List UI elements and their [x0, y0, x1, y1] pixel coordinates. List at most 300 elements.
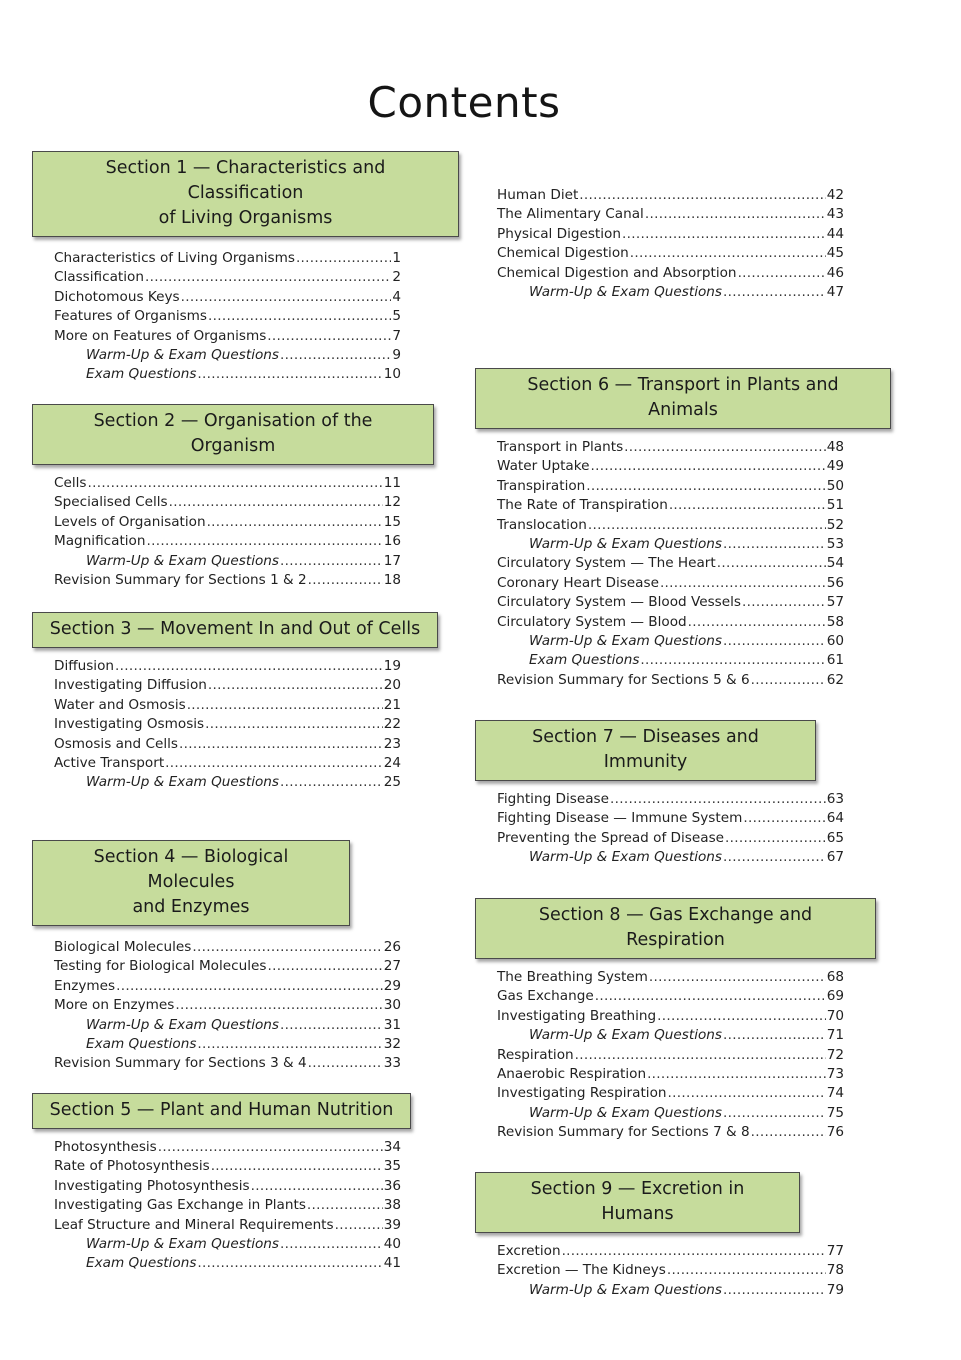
page-number: 54 [826, 555, 844, 572]
entry-title: The Breathing System [497, 969, 648, 985]
page-number: 68 [826, 969, 844, 985]
page-number: 57 [826, 594, 844, 611]
section-1 [32, 151, 459, 385]
entry-title: Transport in Plants [497, 439, 624, 455]
toc-entry[interactable] [497, 244, 844, 263]
dot-leader [145, 268, 391, 287]
toc-entry[interactable] [497, 671, 844, 690]
entry-title: Coronary Heart Disease [497, 574, 659, 591]
dot-leader [208, 676, 383, 695]
page-number: 75 [826, 1104, 844, 1121]
entry-list [497, 790, 844, 868]
entry-title: Photosynthesis [54, 1139, 157, 1155]
dot-leader [595, 987, 826, 1006]
page-number: 79 [826, 1281, 844, 1298]
toc-entry[interactable] [54, 1216, 401, 1235]
section-4 [32, 840, 401, 1074]
entry-title: Preventing the Spread of Disease [497, 829, 725, 846]
entry-title: Warm-Up & Exam Questions [86, 774, 279, 791]
toc-entry[interactable] [54, 249, 401, 268]
page-number: 67 [826, 849, 844, 866]
dot-leader [591, 457, 826, 476]
dot-leader [251, 1177, 383, 1196]
dot-leader [307, 1196, 383, 1215]
toc-entry[interactable] [54, 696, 401, 715]
entry-title: Warm-Up & Exam Questions [86, 347, 279, 364]
entry-title: Revision Summary for Sections 1 & 2 [54, 572, 307, 589]
page-number: 2 [392, 269, 401, 286]
entry-title: Warm-Up & Exam Questions [86, 1016, 279, 1033]
dot-leader [723, 632, 826, 651]
section-heading-line: Section 6 — Transport in Plants and Animals [527, 375, 839, 420]
toc-entry[interactable] [497, 1242, 844, 1261]
toc-sub-entry[interactable] [54, 1235, 401, 1254]
entry-title: Exam Questions [86, 366, 197, 383]
section-heading-line: Section 4 — Biological Molecules [93, 847, 289, 892]
entry-title: Warm-Up & Exam Questions [529, 633, 722, 650]
page-number: 46 [826, 264, 844, 281]
section-7 [475, 720, 844, 868]
dot-leader [645, 205, 826, 224]
page-number: 5 [392, 308, 401, 325]
dot-leader [267, 327, 391, 346]
entry-title: Investigating Diffusion [54, 677, 207, 694]
section-heading[interactable] [475, 898, 876, 959]
toc-entry[interactable] [54, 735, 401, 754]
entry-title: The Alimentary Canal [497, 206, 644, 223]
toc-entry[interactable] [497, 593, 844, 612]
entry-title: Transpiration [497, 477, 586, 494]
dot-leader [649, 968, 826, 987]
dot-leader [116, 977, 383, 996]
entry-title: Rate of Photosynthesis [54, 1158, 210, 1175]
page-number: 36 [383, 1177, 401, 1194]
toc-entry[interactable] [497, 1084, 844, 1103]
page-number: 38 [383, 1197, 401, 1214]
toc-entry[interactable] [497, 477, 844, 496]
toc-sub-entry[interactable] [497, 1026, 844, 1045]
toc-entry[interactable] [497, 225, 844, 244]
page-number: 10 [383, 366, 401, 383]
toc-sub-entry[interactable] [54, 1016, 401, 1035]
entry-title: Levels of Organisation [54, 513, 206, 530]
toc-entry[interactable] [54, 715, 401, 734]
section-heading[interactable] [32, 840, 350, 926]
page-number: 7 [392, 327, 401, 344]
dot-leader [630, 244, 826, 263]
page-number: 62 [826, 671, 844, 688]
entry-title: Features of Organisms [54, 308, 208, 325]
dot-leader [660, 574, 826, 593]
entry-title: Warm-Up & Exam Questions [86, 552, 279, 569]
section-heading[interactable] [32, 151, 459, 237]
entry-title: Exam Questions [529, 652, 640, 669]
page-number: 64 [826, 810, 844, 827]
toc-entry[interactable] [497, 1046, 844, 1065]
page-number: 25 [383, 774, 401, 791]
toc-entry[interactable] [54, 754, 401, 773]
page-number: 69 [826, 988, 844, 1005]
toc-entry[interactable] [497, 205, 844, 224]
entry-title: Warm-Up & Exam Questions [529, 849, 722, 866]
page-number: 19 [383, 658, 401, 674]
dot-leader [647, 1065, 826, 1084]
dot-leader [723, 1281, 826, 1300]
dot-leader [280, 552, 383, 571]
page-number: 70 [826, 1007, 844, 1024]
entry-title: Enzymes [54, 977, 116, 994]
entry-title: Anaerobic Respiration [497, 1066, 647, 1083]
dot-leader [179, 735, 383, 754]
entry-title: Revision Summary for Sections 7 & 8 [497, 1124, 750, 1141]
section-heading-line: Section 5 — Plant and Human Nutrition [49, 1100, 394, 1120]
toc-entry[interactable] [54, 327, 401, 346]
toc-sub-entry[interactable] [497, 535, 844, 554]
section-heading-line: and Enzymes [132, 897, 250, 917]
dot-leader [308, 1054, 383, 1073]
page-number: 21 [383, 696, 401, 713]
section-heading[interactable] [32, 1093, 411, 1129]
dot-leader [669, 496, 826, 515]
entry-title: Chemical Digestion [497, 245, 629, 262]
toc-entry[interactable] [497, 829, 844, 848]
entry-title: Active Transport [54, 755, 165, 772]
entry-title: Revision Summary for Sections 3 & 4 [54, 1055, 307, 1072]
dot-leader [688, 613, 826, 632]
section-6 [475, 368, 891, 690]
toc-entry[interactable] [54, 1054, 401, 1073]
entry-list [54, 1138, 401, 1274]
toc-entry[interactable] [54, 1138, 401, 1157]
page-number: 39 [383, 1216, 401, 1233]
page-number: 76 [826, 1124, 844, 1141]
page-number: 34 [383, 1139, 401, 1155]
dot-leader [562, 1242, 826, 1261]
dot-leader [723, 1104, 826, 1123]
toc-entry[interactable] [54, 513, 401, 532]
entry-list [54, 249, 401, 385]
page-number: 33 [383, 1055, 401, 1072]
toc-sub-entry[interactable] [54, 365, 401, 384]
entry-title: Biological Molecules [54, 939, 192, 955]
entry-list [54, 938, 401, 1074]
page-number: 27 [383, 958, 401, 975]
toc-entry[interactable] [497, 496, 844, 515]
dot-leader [197, 1035, 382, 1054]
toc-entry[interactable] [54, 268, 401, 287]
page-number: 47 [826, 284, 844, 301]
toc-entry[interactable] [54, 474, 401, 493]
toc-entry[interactable] [54, 996, 401, 1015]
dot-leader [207, 513, 383, 532]
entry-title: Circulatory System — Blood [497, 613, 687, 630]
section-heading[interactable] [475, 1172, 800, 1233]
toc-entry[interactable] [497, 516, 844, 535]
toc-sub-entry[interactable] [54, 1254, 401, 1273]
page-number: 20 [383, 677, 401, 694]
dot-leader [88, 474, 383, 493]
entry-list [497, 1242, 844, 1300]
entry-title: Cells [54, 475, 87, 491]
section-heading-line: Section 1 — Characteristics and Classification [105, 158, 386, 203]
entry-list [497, 968, 844, 1143]
entry-title: Gas Exchange [497, 988, 594, 1005]
entry-title: Revision Summary for Sections 5 & 6 [497, 671, 750, 688]
toc-sub-entry[interactable] [497, 1281, 844, 1300]
toc-entry[interactable] [497, 790, 844, 809]
page-number: 45 [826, 245, 844, 262]
page-number: 4 [392, 288, 401, 305]
page-number: 22 [383, 716, 401, 733]
page-number: 71 [826, 1027, 844, 1044]
entry-title: Water Uptake [497, 458, 590, 475]
toc-entry[interactable] [497, 809, 844, 828]
toc-entry[interactable] [497, 1065, 844, 1084]
page-number: 52 [826, 516, 844, 533]
toc-entry[interactable] [54, 957, 401, 976]
page-number: 49 [826, 458, 844, 475]
dot-leader [175, 996, 382, 1015]
dot-leader [668, 1084, 826, 1103]
toc-entry[interactable] [54, 977, 401, 996]
page-number: 65 [826, 829, 844, 846]
section-heading-line: Section 8 — Gas Exchange and Respiration [538, 905, 813, 950]
section-9 [475, 1172, 844, 1300]
section-heading-line: of Living Organisms [158, 208, 333, 228]
dot-leader [751, 1123, 826, 1142]
page-number: 56 [826, 574, 844, 591]
toc-entry[interactable] [54, 938, 401, 957]
dot-leader [205, 715, 383, 734]
toc-sub-entry[interactable] [497, 1104, 844, 1123]
dot-leader [742, 593, 826, 612]
entry-title: Investigating Respiration [497, 1085, 667, 1102]
page-number: 9 [392, 347, 401, 364]
section-heading[interactable] [32, 612, 438, 648]
page-number: 31 [383, 1016, 401, 1033]
entry-title: Warm-Up & Exam Questions [529, 1281, 722, 1298]
toc-entry[interactable] [54, 676, 401, 695]
entry-title: Water and Osmosis [54, 696, 186, 713]
dot-leader [165, 754, 383, 773]
toc-entry[interactable] [54, 288, 401, 307]
entry-title: Warm-Up & Exam Questions [86, 1236, 279, 1253]
dot-leader [181, 288, 392, 307]
toc-sub-entry[interactable] [54, 346, 401, 365]
section-5 [32, 1093, 411, 1274]
dot-leader [723, 283, 826, 302]
entry-title: Excretion — The Kidneys [497, 1262, 666, 1279]
entry-title: Osmosis and Cells [54, 735, 178, 752]
toc-entry[interactable] [497, 186, 844, 205]
entry-title: Investigating Photosynthesis [54, 1177, 250, 1194]
toc-sub-entry[interactable] [497, 651, 844, 670]
toc-entry[interactable] [497, 264, 844, 283]
dot-leader [208, 307, 391, 326]
dot-leader [586, 477, 825, 496]
entry-title: Physical Digestion [497, 225, 621, 242]
entry-title: Investigating Osmosis [54, 716, 205, 733]
dot-leader [717, 554, 826, 573]
toc-entry[interactable] [54, 657, 401, 676]
section-2 [32, 404, 434, 590]
page-number: 35 [383, 1158, 401, 1175]
page-number: 58 [826, 613, 844, 630]
page-number: 32 [383, 1036, 401, 1053]
page-number: 50 [826, 477, 844, 494]
page-number: 41 [383, 1255, 401, 1272]
entry-title: Fighting Disease — Immune System [497, 810, 743, 827]
entry-title: Dichotomous Keys [54, 288, 180, 305]
dot-leader [335, 1216, 383, 1235]
entry-title: The Rate of Transpiration [497, 497, 668, 514]
entry-title: Warm-Up & Exam Questions [529, 284, 722, 301]
entry-title: Leaf Structure and Mineral Requirements [54, 1216, 334, 1233]
page-number: 29 [383, 977, 401, 994]
entry-title: More on Enzymes [54, 997, 175, 1014]
dot-leader [169, 493, 383, 512]
page-number: 53 [826, 536, 844, 553]
toc-entry[interactable] [497, 1123, 844, 1142]
toc-entry[interactable] [54, 571, 401, 590]
entry-title: Human Diet [497, 187, 579, 203]
toc-sub-entry[interactable] [54, 552, 401, 571]
entry-list [54, 657, 401, 793]
dot-leader [723, 848, 826, 867]
dot-leader [579, 186, 825, 205]
entry-title: Testing for Biological Molecules [54, 958, 267, 975]
entry-list [497, 438, 844, 690]
entry-title: Chemical Digestion and Absorption [497, 264, 737, 281]
toc-entry[interactable] [497, 457, 844, 476]
toc-entry[interactable] [54, 1157, 401, 1176]
dot-leader [610, 790, 826, 809]
section-heading-line: Section 9 — Excretion in Humans [530, 1179, 745, 1224]
entry-title: Translocation [497, 516, 587, 533]
dot-leader [308, 571, 383, 590]
section-heading-line: Section 2 — Organisation of the Organism [93, 411, 373, 456]
page-number: 1 [392, 250, 401, 266]
entry-title: Excretion [497, 1243, 561, 1259]
toc-sub-entry[interactable] [54, 773, 401, 792]
page-number: 78 [826, 1262, 844, 1279]
dot-leader [158, 1138, 383, 1157]
dot-leader [575, 1046, 826, 1065]
toc-sub-entry[interactable] [497, 283, 844, 302]
toc-entry[interactable] [497, 968, 844, 987]
entry-title: Characteristics of Living Organisms [54, 250, 295, 266]
toc-entry[interactable] [497, 987, 844, 1006]
toc-entry[interactable] [54, 493, 401, 512]
dot-leader [751, 671, 826, 690]
entry-title: Circulatory System — The Heart [497, 555, 716, 572]
dot-leader [197, 1254, 382, 1273]
page-number: 18 [383, 572, 401, 589]
toc-entry[interactable] [497, 438, 844, 457]
toc-sub-entry[interactable] [497, 848, 844, 867]
section-heading-line: Section 3 — Movement In and Out of Cells [49, 619, 421, 639]
page-number: 17 [383, 552, 401, 569]
section-heading-line: Section 7 — Diseases and Immunity [532, 727, 759, 772]
page-number: 26 [383, 939, 401, 955]
entry-title: Diffusion [54, 658, 115, 674]
entry-title: Warm-Up & Exam Questions [529, 1027, 722, 1044]
page-number: 74 [826, 1085, 844, 1102]
entry-title: Exam Questions [86, 1036, 197, 1053]
dot-leader [725, 829, 826, 848]
section-heading[interactable] [475, 720, 816, 781]
toc-entry[interactable] [54, 1177, 401, 1196]
dot-leader [280, 346, 391, 365]
entry-title: Investigating Gas Exchange in Plants [54, 1197, 306, 1214]
toc-sub-entry[interactable] [497, 632, 844, 651]
toc-entry[interactable] [497, 1261, 844, 1280]
toc-entry[interactable] [54, 1196, 401, 1215]
toc-entry[interactable] [497, 554, 844, 573]
dot-leader [280, 1016, 383, 1035]
page-number: 15 [383, 513, 401, 530]
page-number: 60 [826, 633, 844, 650]
page-number: 44 [826, 225, 844, 242]
toc-entry[interactable] [497, 1007, 844, 1026]
dot-leader [588, 516, 826, 535]
dot-leader [280, 773, 383, 792]
dot-leader [723, 535, 826, 554]
entry-title: Classification [54, 269, 144, 286]
entry-title: Specialised Cells [54, 494, 168, 511]
dot-leader [657, 1007, 826, 1026]
toc-entry[interactable] [497, 613, 844, 632]
toc-entry[interactable] [54, 532, 401, 551]
page-number: 23 [383, 735, 401, 752]
dot-leader [192, 938, 382, 957]
entry-list [54, 474, 401, 590]
dot-leader [211, 1157, 383, 1176]
dot-leader [267, 957, 382, 976]
page-number: 61 [826, 652, 844, 669]
toc-entry[interactable] [54, 307, 401, 326]
dot-leader [640, 651, 825, 670]
dot-leader [147, 532, 383, 551]
dot-leader [743, 809, 825, 828]
entry-title: Circulatory System — Blood Vessels [497, 594, 741, 611]
page-number: 43 [826, 206, 844, 223]
section-8 [475, 898, 876, 1143]
page-number: 77 [826, 1243, 844, 1259]
page-number: 72 [826, 1046, 844, 1063]
dot-leader [622, 225, 826, 244]
page-number: 40 [383, 1236, 401, 1253]
dot-leader [280, 1235, 383, 1254]
page-number: 11 [383, 475, 401, 491]
dot-leader [296, 249, 391, 268]
section-heading[interactable] [475, 368, 891, 429]
page-number: 12 [383, 494, 401, 511]
section-5-continued [475, 186, 844, 302]
entry-title: More on Features of Organisms [54, 327, 267, 344]
entry-title: Investigating Breathing [497, 1007, 657, 1024]
entry-title: Warm-Up & Exam Questions [529, 1104, 722, 1121]
toc-entry[interactable] [497, 574, 844, 593]
page-number: 16 [383, 533, 401, 550]
section-heading[interactable] [32, 404, 434, 465]
dot-leader [187, 696, 383, 715]
dot-leader [197, 365, 382, 384]
page-number: 63 [826, 791, 844, 807]
entry-title: Magnification [54, 533, 146, 550]
dot-leader [667, 1261, 826, 1280]
toc-sub-entry[interactable] [54, 1035, 401, 1054]
